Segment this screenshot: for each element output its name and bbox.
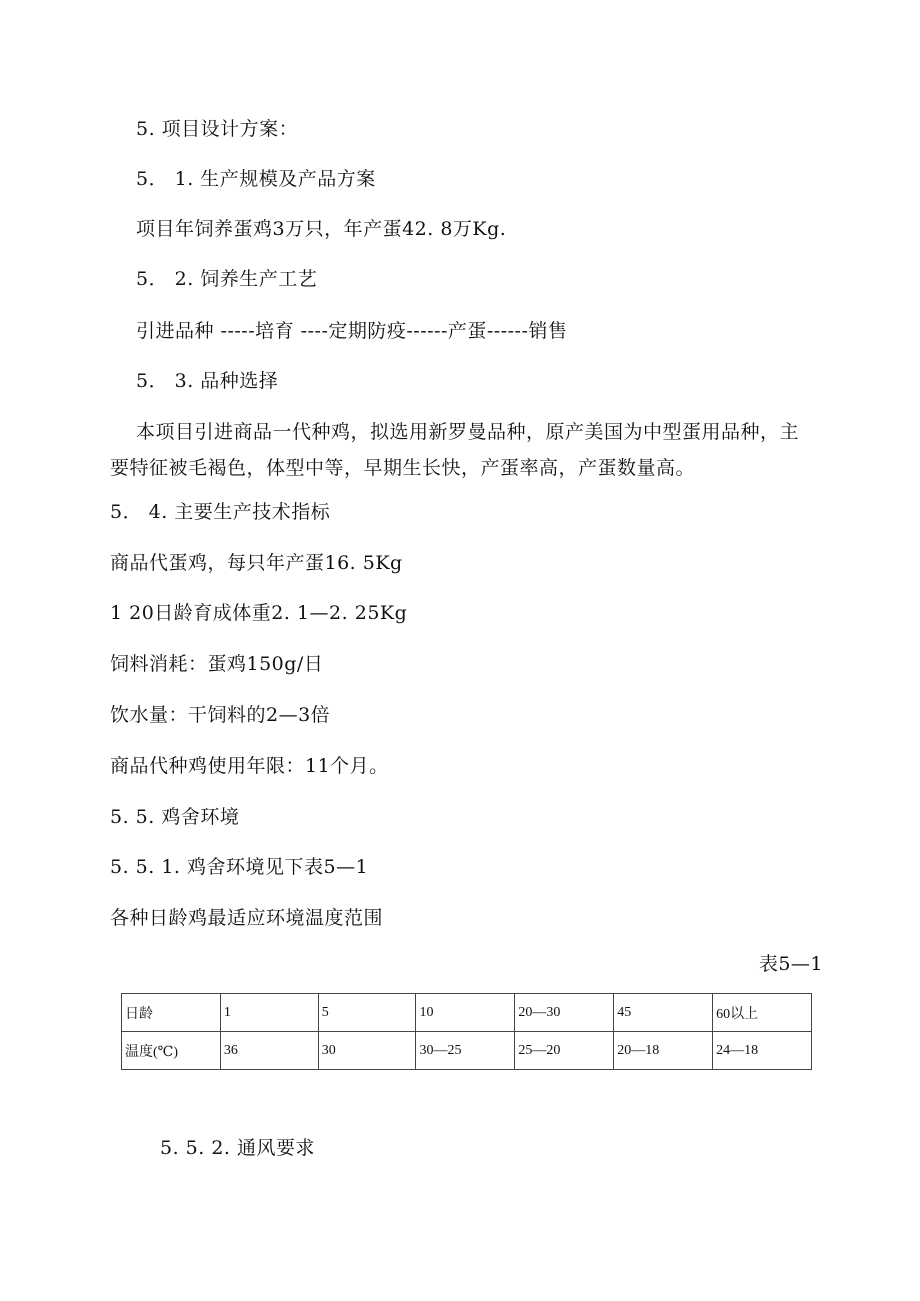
- table-cell: 5: [318, 994, 416, 1032]
- indicator-annual-egg-output: 商品代蛋鸡，每只年产蛋16. 5Kg: [110, 552, 403, 574]
- table-cell: 30: [318, 1032, 416, 1070]
- indicator-body-weight: 1 20日龄育成体重2. 1—2. 25Kg: [110, 602, 408, 624]
- process-flow-text: 引进品种 -----培育 ----定期防疫------产蛋------销售: [136, 320, 568, 342]
- table-row-temperature: [122, 1032, 812, 1070]
- breed-line-1: 本项目引进商品一代种鸡，拟选用新罗曼品种，原产美国为中型蛋用品种，主: [136, 421, 800, 443]
- table-cell: 10: [416, 994, 515, 1032]
- heading-5-3-breed-selection: 5． 3. 品种选择: [136, 370, 279, 392]
- table-cell: 温度(℃): [122, 1032, 221, 1070]
- table-label: 表5—1: [758, 953, 823, 975]
- temperature-table: [121, 993, 812, 1070]
- indicator-water-intake: 饮水量：干饲料的2—3倍: [110, 704, 331, 726]
- indicator-feed-consumption: 饲料消耗：蛋鸡150g/日: [110, 653, 324, 675]
- table-cell: 36: [220, 1032, 318, 1070]
- table-cell: 20—18: [614, 1032, 713, 1070]
- table-caption: 各种日龄鸡最适应环境温度范围: [110, 907, 384, 929]
- table-cell: 25—20: [515, 1032, 614, 1070]
- indicator-service-life: 商品代种鸡使用年限：11个月。: [110, 755, 389, 777]
- table-cell: 45: [614, 994, 713, 1032]
- heading-5-2-production-process: 5． 2. 饲养生产工艺: [136, 268, 318, 290]
- production-scale-text: 项目年饲养蛋鸡3万只，年产蛋42. 8万Kg.: [136, 218, 507, 240]
- table-cell: 日龄: [122, 994, 221, 1032]
- table-cell: 60以上: [713, 994, 812, 1032]
- table-cell: 24—18: [713, 1032, 812, 1070]
- table-row-age: [122, 994, 812, 1032]
- table-cell: 1: [220, 994, 318, 1032]
- table-cell: 30—25: [416, 1032, 515, 1070]
- table-cell: 20—30: [515, 994, 614, 1032]
- heading-5-5-2-ventilation: 5. 5. 2. 通风要求: [160, 1137, 316, 1159]
- heading-5-4-technical-indicators: 5． 4. 主要生产技术指标: [110, 501, 331, 523]
- heading-5-1-production-scale: 5． 1. 生产规模及产品方案: [136, 168, 376, 190]
- heading-5-5-1-environment-table-ref: 5. 5. 1. 鸡舍环境见下表5—1: [110, 856, 369, 878]
- heading-5-5-henhouse-environment: 5. 5. 鸡舍环境: [110, 806, 240, 828]
- breed-line-2: 要特征被毛褐色，体型中等，早期生长快，产蛋率高，产蛋数量高。: [110, 457, 696, 479]
- heading-5-project-design: 5. 项目设计方案：: [136, 118, 299, 140]
- breed-description-paragraph: [110, 420, 799, 480]
